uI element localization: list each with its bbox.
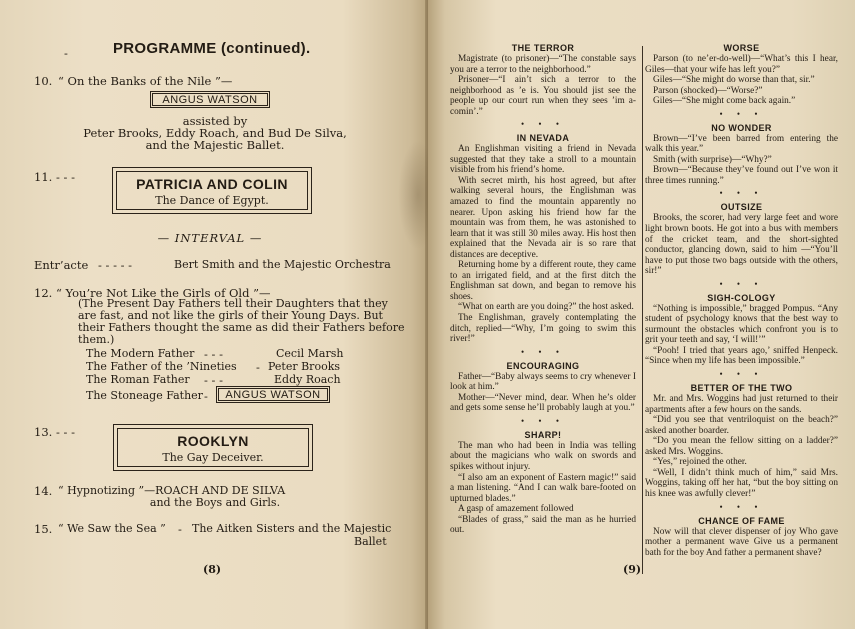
item-10-title: “ On the Banks of the Nile ”— [58,74,233,88]
item-12-desc-3: their Fathers thought the same as did their Fathers before [78,321,405,334]
item-12-title: “ You’re Not Like the Girls of Old ”— [56,286,271,300]
cast-dashes-3: - - - [204,373,223,387]
item-14-sub: and the Boys and Girls. [149,496,281,509]
section-separator: • • • [719,278,764,289]
cast-dashes-1: - - - [204,347,223,361]
page-number-left: (8) [203,563,222,576]
item-14-number: 14. [34,484,53,498]
joke-heading: IN NEVADA [516,133,570,144]
joke-paragraph: “Blades of grass,” said the man as he hurried out. [450,514,636,536]
joke-heading: NO WONDER [711,122,772,133]
joke-paragraph: “What on earth are you doing?” the host asked. [458,302,634,313]
entracte-dashes: - - - - - [98,258,133,272]
page-number-right: (9) [623,563,642,576]
joke-heading: CHANCE OF FAME [698,515,785,526]
joke-paragraph: The Englishman, gravely contemplating the ditch, replied—“Why, I’m going to swim this river!” [450,313,636,345]
item-13-feature-box [113,424,313,471]
section-separator: • • • [719,369,764,380]
item-11-number: 11. [34,170,53,184]
joke-paragraph: Brown—“Because they’ve found out I’ve won it three times running.” [645,165,838,186]
joke-paragraph: Mr. and Mrs. Woggins had just returned to their apartments after a few hours on the sands. [645,394,838,415]
item-15-dashes: - [178,522,182,536]
section-separator: • • • [719,501,764,512]
joke-paragraph: An Englishman visiting a friend in Nevada suggested that they take a stroll to a mountain visible from his friend’s home. [450,144,636,176]
joke-heading: ENCOURAGING [506,360,580,371]
cast-role-4: The Stoneage Father [86,389,203,402]
joke-paragraph: Brooks, the scorer, had very large feet and wore light brown boots. He got into a bus with members of the cricket team, and the short-sighted conductor, glancing down, said to him —“You’ll have to put those two bags outside with the others, sir!” [645,213,838,277]
cast-actor-1: Cecil Marsh [276,347,344,360]
item-14-title: “ Hypnotizing ”—ROACH AND DE SILVA [58,484,286,497]
item-15-text: The Aitken Sisters and the Majestic [192,522,392,535]
joke-paragraph: “Pooh! I tried that years ago,’ sniffed Henpeck. “Since when my life has been impossible.” [645,345,838,367]
joke-paragraph: “Yes,” rejoined the other. [653,457,747,468]
item-11-box-title: PATRICIA AND COLIN [136,176,288,192]
joke-heading: THE TERROR [511,43,575,53]
section-separator: • • • [521,415,565,426]
joke-paragraph: Giles—“She might come back again.” [653,96,796,107]
programme-title: PROGRAMME (continued). [113,40,311,57]
section-separator: • • • [521,346,565,357]
joke-heading: WORSE [723,43,760,53]
item-13-dashes: - - - [56,425,75,439]
joke-paragraph: With secret mirth, his host agreed, but after walking several hours, the Englishman was amazed to find the mountain apparently no nearer. Upon asking his friend how far the mountain was from them, he was astonished to learn that it was still 30 miles away. His host then explained that the Nevada air is so rare that distances are deceptive. [450,175,636,260]
item-12-desc-4: them.) [78,333,115,346]
joke-heading: OUTSIZE [720,202,763,213]
item-10-number: 10. [34,74,53,88]
item-11-dashes: - - - [56,170,75,184]
cast-actor-2: Peter Brooks [268,360,340,373]
item-13-number: 13. [34,425,53,439]
cast-dashes-4: - [204,389,208,403]
joke-heading: SIGH-COLOGY [707,292,776,303]
interval-heading: — INTERVAL — [157,231,263,245]
item-10-assistants: Peter Brooks, Eddy Roach, and Bud De Silva, [83,126,347,140]
joke-paragraph: Parson (shocked)—“Worse?” [653,85,763,96]
joke-paragraph: “Do you mean the fellow sitting on a ladder?” asked Mrs. Woggins. [645,436,838,457]
joke-paragraph: “I also am an exponent of Eastern magic!” said a man listening. “And I can walk bare-footed on upturned blades.” [450,472,636,504]
joke-heading: SHARP! [524,429,562,440]
joke-paragraph: Magistrate (to prisoner)—“The constable says you are a terror to the neighborhood.” [450,54,636,75]
entracte-label: Entr’acte [34,258,89,272]
joke-paragraph: Brown—“I’ve been barred from entering the walk this year.” [645,133,838,155]
cast-role-2: The Father of the ’Nineties [86,360,237,373]
jokes-column-left [450,40,636,536]
item-12-number: 12. [34,286,53,300]
item-10-assisted-by: assisted by [182,114,248,128]
joke-paragraph: “Did you see that ventriloquist on the beach?” asked another boarder. [645,415,838,436]
cast-role-1: The Modern Father [86,347,195,360]
item-13-box-subtitle: The Gay Deceiver. [162,451,264,464]
item-13-box-title: ROOKLYN [177,433,249,449]
joke-paragraph: Parson (to ne’er-do-well)—“What’s this I hear, Giles—that your wife has left you?” [645,54,838,75]
item-15-title: “ We Saw the Sea ” [58,522,166,535]
joke-heading: BETTER OF THE TWO [690,383,793,394]
column-divider [642,46,643,574]
cast-role-3: The Roman Father [86,373,190,386]
entracte-text: Bert Smith and the Majestic Orchestra [174,258,391,271]
item-10-ballet: and the Majestic Ballet. [145,138,285,152]
item-11-feature-box [112,167,312,214]
item-10-performer-box: ANGUS WATSON [150,91,270,108]
item-12-desc-2: are fast, and not like the girls of their Young Days. But [78,309,383,322]
joke-paragraph: Mother—“Never mind, dear. When he’s older and gets some sense he’ll probably laugh at you.” [450,392,636,414]
section-separator: • • • [521,119,565,130]
joke-paragraph: Father—“Baby always seems to cry whenever I look at him.” [450,371,636,393]
title-dash: - [64,46,68,60]
item-15-number: 15. [34,522,53,536]
joke-paragraph: “Nothing is impossible,” bragged Pompus. “Any student of psychology knows that the best way to surmount the obstacles which confront you is to grit your teeth and say, ‘I will!’” [645,303,838,346]
joke-paragraph: Prisoner—“I ain’t sich a terror to the neighborhood as ’e is. You should jist see the people up our court run when they sees ’im a-comin’.” [450,75,636,117]
cast-actor-4-box: ANGUS WATSON [216,386,330,403]
section-separator: • • • [719,188,764,199]
cast-actor-3: Eddy Roach [274,373,341,386]
joke-paragraph: Returning home by a different route, they came to an irrigated field, and at the first ditch the Englishman sat down, and began to remove his shoes. [450,260,636,302]
joke-paragraph: Now will that clever dispenser of joy Who gave mother a permanent wave Give us a permanent bath for the boy And father a permanent shave? [645,526,838,558]
joke-paragraph: The man who had been in India was telling about the magicians who walk on swords and spikes without injury. [450,440,636,472]
cast-dashes-2: - [256,360,260,374]
item-11-box-subtitle: The Dance of Egypt. [155,194,269,207]
joke-paragraph: “Well, I didn’t think much of him,” said Mrs. Woggins, taking off her hat, “but the boy sitting on his knee was awfully clever!” [645,467,838,499]
joke-paragraph: A gasp of amazement followed [458,504,574,515]
section-separator: • • • [719,108,764,119]
item-12-desc-1: (The Present Day Fathers tell their Daughters that they [78,297,388,310]
item-15-text-2: Ballet [354,535,387,548]
joke-paragraph: Giles—“She might do worse than that, sir.” [653,75,815,86]
jokes-column-right [645,40,838,558]
joke-paragraph: Smith (with surprise)—“Why?” [653,154,772,165]
